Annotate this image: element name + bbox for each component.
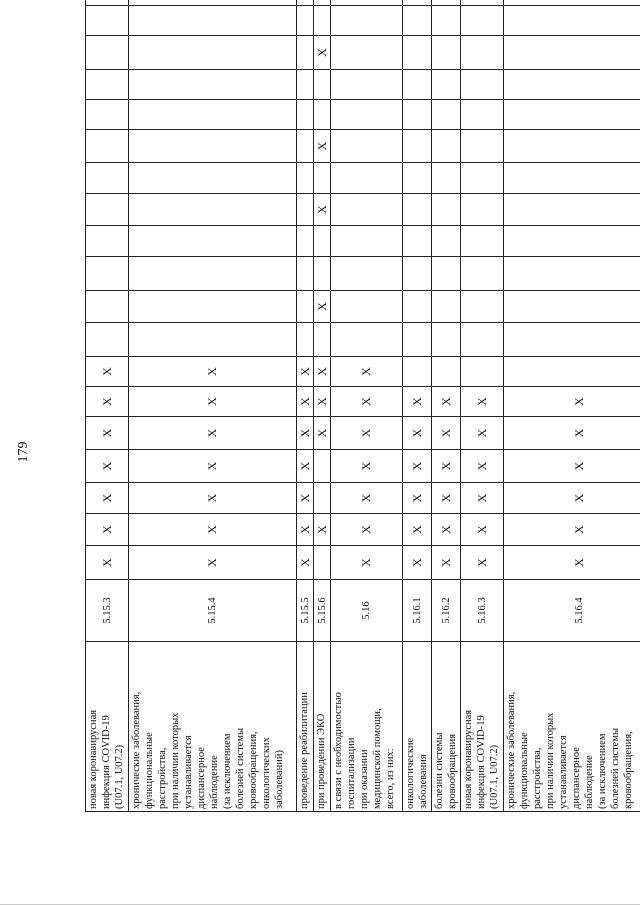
mark-cell [403, 323, 432, 357]
mark-cell [314, 323, 331, 357]
mark-cell [314, 546, 331, 580]
table-row [432, 0, 461, 812]
mark-cell: X [403, 483, 432, 514]
mark-cell [504, 100, 640, 130]
row-label: проведение реабилитации [297, 642, 314, 812]
mark-cell [331, 226, 403, 257]
mark-cell [461, 323, 504, 357]
mark-cell [403, 36, 432, 70]
mark-cell [129, 291, 297, 323]
mark-cell [129, 194, 297, 226]
mark-cell [86, 6, 129, 36]
mark-cell: X [461, 483, 504, 514]
table-row [86, 0, 129, 812]
mark-cell: X [432, 514, 461, 546]
mark-cell [432, 0, 461, 6]
mark-cell [129, 36, 297, 70]
mark-cell [314, 450, 331, 483]
row-label: при проведении ЭКО [314, 642, 331, 812]
mark-cell [331, 6, 403, 36]
mark-cell: X [403, 387, 432, 417]
row-label: новая коронавирусная инфекция COVID-19 (U07.1, U07.2) [86, 642, 129, 812]
mark-cell: X [403, 546, 432, 580]
mark-cell [461, 0, 504, 6]
mark-cell [331, 36, 403, 70]
mark-cell: X [403, 417, 432, 450]
mark-cell: X [297, 514, 314, 546]
mark-cell [432, 163, 461, 194]
mark-cell [504, 6, 640, 36]
mark-cell [432, 70, 461, 100]
mark-cell [86, 257, 129, 291]
mark-cell: X [129, 357, 297, 387]
mark-cell [297, 70, 314, 100]
row-code: 5.15.3 [86, 580, 129, 642]
mark-cell: X [129, 483, 297, 514]
row-label: онкологические заболевания [403, 642, 432, 812]
row-code: 5.15.6 [314, 580, 331, 642]
mark-cell: X [461, 450, 504, 483]
mark-cell [432, 226, 461, 257]
mark-cell: X [86, 546, 129, 580]
mark-cell: X [129, 387, 297, 417]
row-code: 5.16.3 [461, 580, 504, 642]
table-row [297, 0, 314, 812]
mark-cell [403, 163, 432, 194]
mark-cell [403, 226, 432, 257]
mark-cell [297, 291, 314, 323]
mark-cell [331, 194, 403, 226]
mark-cell: X [129, 546, 297, 580]
mark-cell [314, 6, 331, 36]
mark-cell [331, 0, 403, 6]
mark-cell [314, 70, 331, 100]
mark-cell [403, 291, 432, 323]
mark-cell [461, 36, 504, 70]
mark-cell: X [314, 387, 331, 417]
mark-cell [86, 226, 129, 257]
mark-cell: X [432, 417, 461, 450]
mark-cell: X [86, 417, 129, 450]
data-table [85, 0, 640, 812]
table-row [403, 0, 432, 812]
table-row [461, 0, 504, 812]
mark-cell [331, 291, 403, 323]
mark-cell [461, 70, 504, 100]
mark-cell: X [297, 417, 314, 450]
mark-cell [86, 100, 129, 130]
mark-cell: X [86, 387, 129, 417]
mark-cell [86, 291, 129, 323]
mark-cell [504, 36, 640, 70]
mark-cell [129, 70, 297, 100]
mark-cell [432, 323, 461, 357]
mark-cell [297, 257, 314, 291]
mark-cell [461, 6, 504, 36]
mark-cell [314, 0, 331, 6]
mark-cell [129, 100, 297, 130]
mark-cell: X [403, 450, 432, 483]
mark-cell: X [297, 483, 314, 514]
mark-cell [403, 194, 432, 226]
mark-cell [504, 357, 640, 387]
mark-cell: X [314, 357, 331, 387]
mark-cell: X [504, 483, 640, 514]
mark-cell [86, 323, 129, 357]
mark-cell: X [504, 546, 640, 580]
mark-cell: X [504, 417, 640, 450]
mark-cell: X [297, 387, 314, 417]
mark-cell [297, 226, 314, 257]
mark-cell: X [297, 357, 314, 387]
mark-cell: X [504, 450, 640, 483]
mark-cell [314, 163, 331, 194]
row-label: болезни системы кровообращения [432, 642, 461, 812]
mark-cell [461, 226, 504, 257]
mark-cell [504, 163, 640, 194]
mark-cell: X [314, 36, 331, 70]
mark-cell [297, 130, 314, 163]
mark-cell [403, 100, 432, 130]
row-code: 5.16 [331, 580, 403, 642]
mark-cell [297, 0, 314, 6]
mark-cell: X [432, 387, 461, 417]
mark-cell: X [129, 417, 297, 450]
mark-cell: X [461, 387, 504, 417]
mark-cell: X [331, 483, 403, 514]
row-label: в связи с необходимостью госпитализации при оказании медицинской помощи, всего, из них: [331, 642, 403, 812]
mark-cell [432, 291, 461, 323]
table-row [331, 0, 403, 812]
mark-cell [297, 194, 314, 226]
mark-cell [432, 130, 461, 163]
mark-cell [504, 70, 640, 100]
mark-cell [432, 357, 461, 387]
mark-cell: X [461, 546, 504, 580]
row-code: 5.15.4 [129, 580, 297, 642]
mark-cell [461, 100, 504, 130]
mark-cell: X [129, 514, 297, 546]
mark-cell [461, 291, 504, 323]
mark-cell: X [314, 291, 331, 323]
mark-cell [432, 6, 461, 36]
mark-cell: X [432, 546, 461, 580]
mark-cell: X [461, 417, 504, 450]
mark-cell: X [86, 483, 129, 514]
mark-cell [331, 257, 403, 291]
mark-cell [297, 163, 314, 194]
mark-cell [86, 163, 129, 194]
page-number: 179 [16, 441, 31, 463]
mark-cell: X [297, 546, 314, 580]
mark-cell [297, 323, 314, 357]
mark-cell: X [432, 483, 461, 514]
row-label: новая коронавирусная инфекция COVID-19 (U07.1, U07.2) [461, 642, 504, 812]
table-row [314, 0, 331, 812]
mark-cell [461, 194, 504, 226]
mark-cell [403, 0, 432, 6]
mark-cell [461, 257, 504, 291]
mark-cell [297, 36, 314, 70]
mark-cell: X [86, 514, 129, 546]
mark-cell: X [331, 450, 403, 483]
mark-cell [403, 257, 432, 291]
mark-cell [297, 100, 314, 130]
mark-cell [129, 323, 297, 357]
mark-cell: X [331, 357, 403, 387]
mark-cell [403, 70, 432, 100]
mark-cell [129, 0, 297, 6]
table-row [504, 0, 640, 812]
mark-cell [504, 323, 640, 357]
mark-cell: X [403, 514, 432, 546]
mark-cell: X [129, 450, 297, 483]
mark-cell: X [86, 357, 129, 387]
mark-cell [314, 483, 331, 514]
mark-cell [461, 357, 504, 387]
mark-cell [432, 194, 461, 226]
mark-cell: X [331, 546, 403, 580]
mark-cell [432, 100, 461, 130]
mark-cell [86, 0, 129, 6]
mark-cell [86, 194, 129, 226]
mark-cell: X [314, 194, 331, 226]
mark-cell [504, 194, 640, 226]
mark-cell [331, 70, 403, 100]
row-code: 5.16.1 [403, 580, 432, 642]
mark-cell: X [461, 514, 504, 546]
mark-cell [331, 163, 403, 194]
mark-cell [331, 100, 403, 130]
mark-cell: X [432, 450, 461, 483]
mark-cell [314, 226, 331, 257]
mark-cell [129, 130, 297, 163]
mark-cell [504, 257, 640, 291]
mark-cell [403, 130, 432, 163]
mark-cell: X [314, 514, 331, 546]
mark-cell: X [314, 417, 331, 450]
mark-cell [504, 291, 640, 323]
row-label: хронические заболевания, функциональные расстройства, при наличии которых устанавливается диспансерное наблюдение (за исключением болезней системы кровообращения, [504, 642, 640, 812]
row-label: хронические заболевания, функциональные расстройства, при наличии которых устанавливается диспансерное наблюдение (за исключением болезней системы кровообращения, онкологических заболеваний) [129, 642, 297, 812]
mark-cell [86, 130, 129, 163]
row-code: 5.16.2 [432, 580, 461, 642]
mark-cell [86, 36, 129, 70]
mark-cell [86, 70, 129, 100]
mark-cell: X [297, 450, 314, 483]
table-row [129, 0, 297, 812]
mark-cell [504, 0, 640, 6]
mark-cell [461, 130, 504, 163]
mark-cell [129, 257, 297, 291]
mark-cell [314, 100, 331, 130]
mark-cell: X [504, 387, 640, 417]
mark-cell [403, 6, 432, 36]
mark-cell [432, 36, 461, 70]
mark-cell [403, 357, 432, 387]
mark-cell: X [331, 387, 403, 417]
mark-cell [461, 163, 504, 194]
mark-cell: X [314, 130, 331, 163]
mark-cell [331, 323, 403, 357]
mark-cell [297, 6, 314, 36]
row-code: 5.16.4 [504, 580, 640, 642]
mark-cell [314, 257, 331, 291]
mark-cell [432, 257, 461, 291]
mark-cell: X [86, 450, 129, 483]
mark-cell [129, 226, 297, 257]
mark-cell [504, 130, 640, 163]
mark-cell [129, 6, 297, 36]
mark-cell [504, 226, 640, 257]
mark-cell [331, 130, 403, 163]
mark-cell: X [331, 514, 403, 546]
mark-cell: X [331, 417, 403, 450]
mark-cell: X [504, 514, 640, 546]
row-code: 5.15.5 [297, 580, 314, 642]
mark-cell [129, 163, 297, 194]
